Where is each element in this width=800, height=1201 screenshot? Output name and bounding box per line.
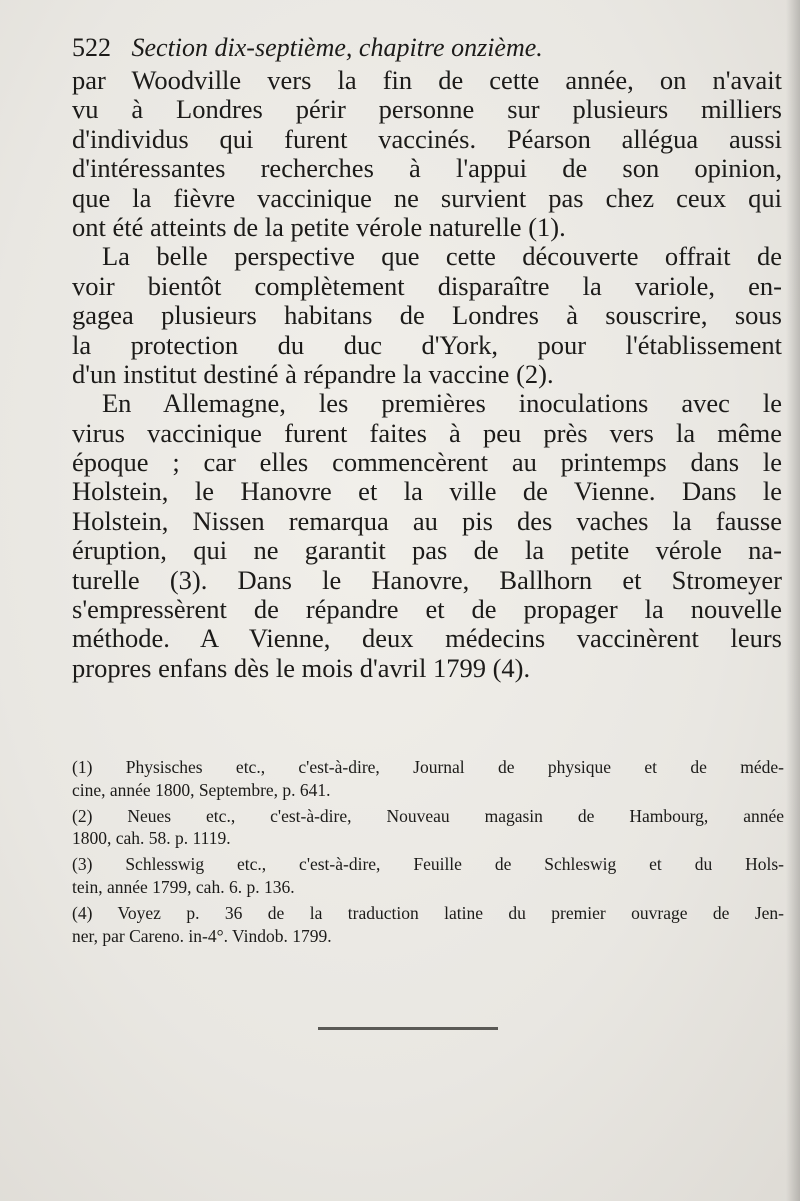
footnote-line: 1800, cah. 58. p. 1119.: [72, 828, 231, 849]
body-line: En Allemagne, les premières inoculations avec le: [102, 388, 782, 419]
footnote-line: (3) Schlesswig etc., c'est-à-dire, Feuille de Schleswig et du Hols-: [72, 854, 784, 875]
body-line: par Woodville vers la fin de cette année, on n'avait: [72, 65, 782, 95]
page-number: 522: [72, 33, 111, 62]
show-through-rule: [318, 1027, 498, 1030]
body-line: la protection du duc d'York, pour l'établissement: [72, 329, 782, 360]
body-line: éruption, qui ne garantit pas de la petite vérole na-: [72, 535, 782, 566]
footnote-line: (4) Voyez p. 36 de la traduction latine du premier ouvrage de Jen-: [72, 902, 784, 923]
footnote-line: (2) Neues etc., c'est-à-dire, Nouveau magasin de Hambourg, année: [72, 805, 784, 826]
body-line: gagea plusieurs habitans de Londres à souscrire, sous: [72, 300, 782, 331]
body-line: d'individus qui furent vaccinés. Péarson allégua aussi: [72, 123, 782, 154]
body-line: s'empressèrent de répandre et de propager la nouvelle: [72, 594, 782, 625]
body-line: virus vaccinique furent faites à peu près vers la même: [72, 417, 782, 448]
running-head: [72, 28, 752, 68]
body-line: d'un institut destiné à répandre la vaccine (2).: [72, 358, 554, 389]
body-line: d'intéressantes recherches à l'appui de son opinion,: [72, 153, 782, 184]
body-line: La belle perspective que cette découverte offrait de: [102, 241, 782, 272]
body-line: méthode. A Vienne, deux médecins vaccinèrent leurs: [72, 623, 782, 654]
footnote-4: [72, 902, 784, 948]
body-line: turelle (3). Dans le Hanovre, Ballhorn et Stromeyer: [72, 564, 782, 595]
body-line: propres enfans dès le mois d'avril 1799 (4).: [72, 652, 531, 683]
footnote-line: ner, par Careno. in-4°. Vindob. 1799.: [72, 925, 332, 946]
body-line: Holstein, le Hanovre et la ville de Vienne. Dans le: [72, 476, 782, 507]
body-line: vu à Londres périr personne sur plusieurs milliers: [72, 94, 782, 125]
footnote-line: tein, année 1799, cah. 6. p. 136.: [72, 876, 295, 897]
body-line: voir bientôt complètement disparaître la variole, en-: [72, 270, 782, 301]
footnote-1: [72, 756, 784, 802]
page-edge-shadow: [786, 0, 800, 1201]
footnote-line: cine, année 1800, Septembre, p. 641.: [72, 779, 331, 800]
body-line: que la fièvre vaccinique ne survient pas chez ceux qui: [72, 182, 782, 213]
footnotes: [72, 756, 784, 947]
body-text: [72, 66, 782, 683]
footnote-line: (1) Physisches etc., c'est-à-dire, Journal de physique et de méde-: [72, 757, 784, 777]
body-line: ont été atteints de la petite vérole naturelle (1).: [72, 211, 566, 242]
body-line: époque ; car elles commencèrent au printemps dans le: [72, 447, 782, 478]
body-line: Holstein, Nissen remarqua au pis des vaches la fausse: [72, 505, 782, 536]
footnote-3: [72, 853, 784, 899]
running-title: Section dix-septième, chapitre onzième.: [131, 33, 543, 62]
footnote-2: [72, 805, 784, 851]
